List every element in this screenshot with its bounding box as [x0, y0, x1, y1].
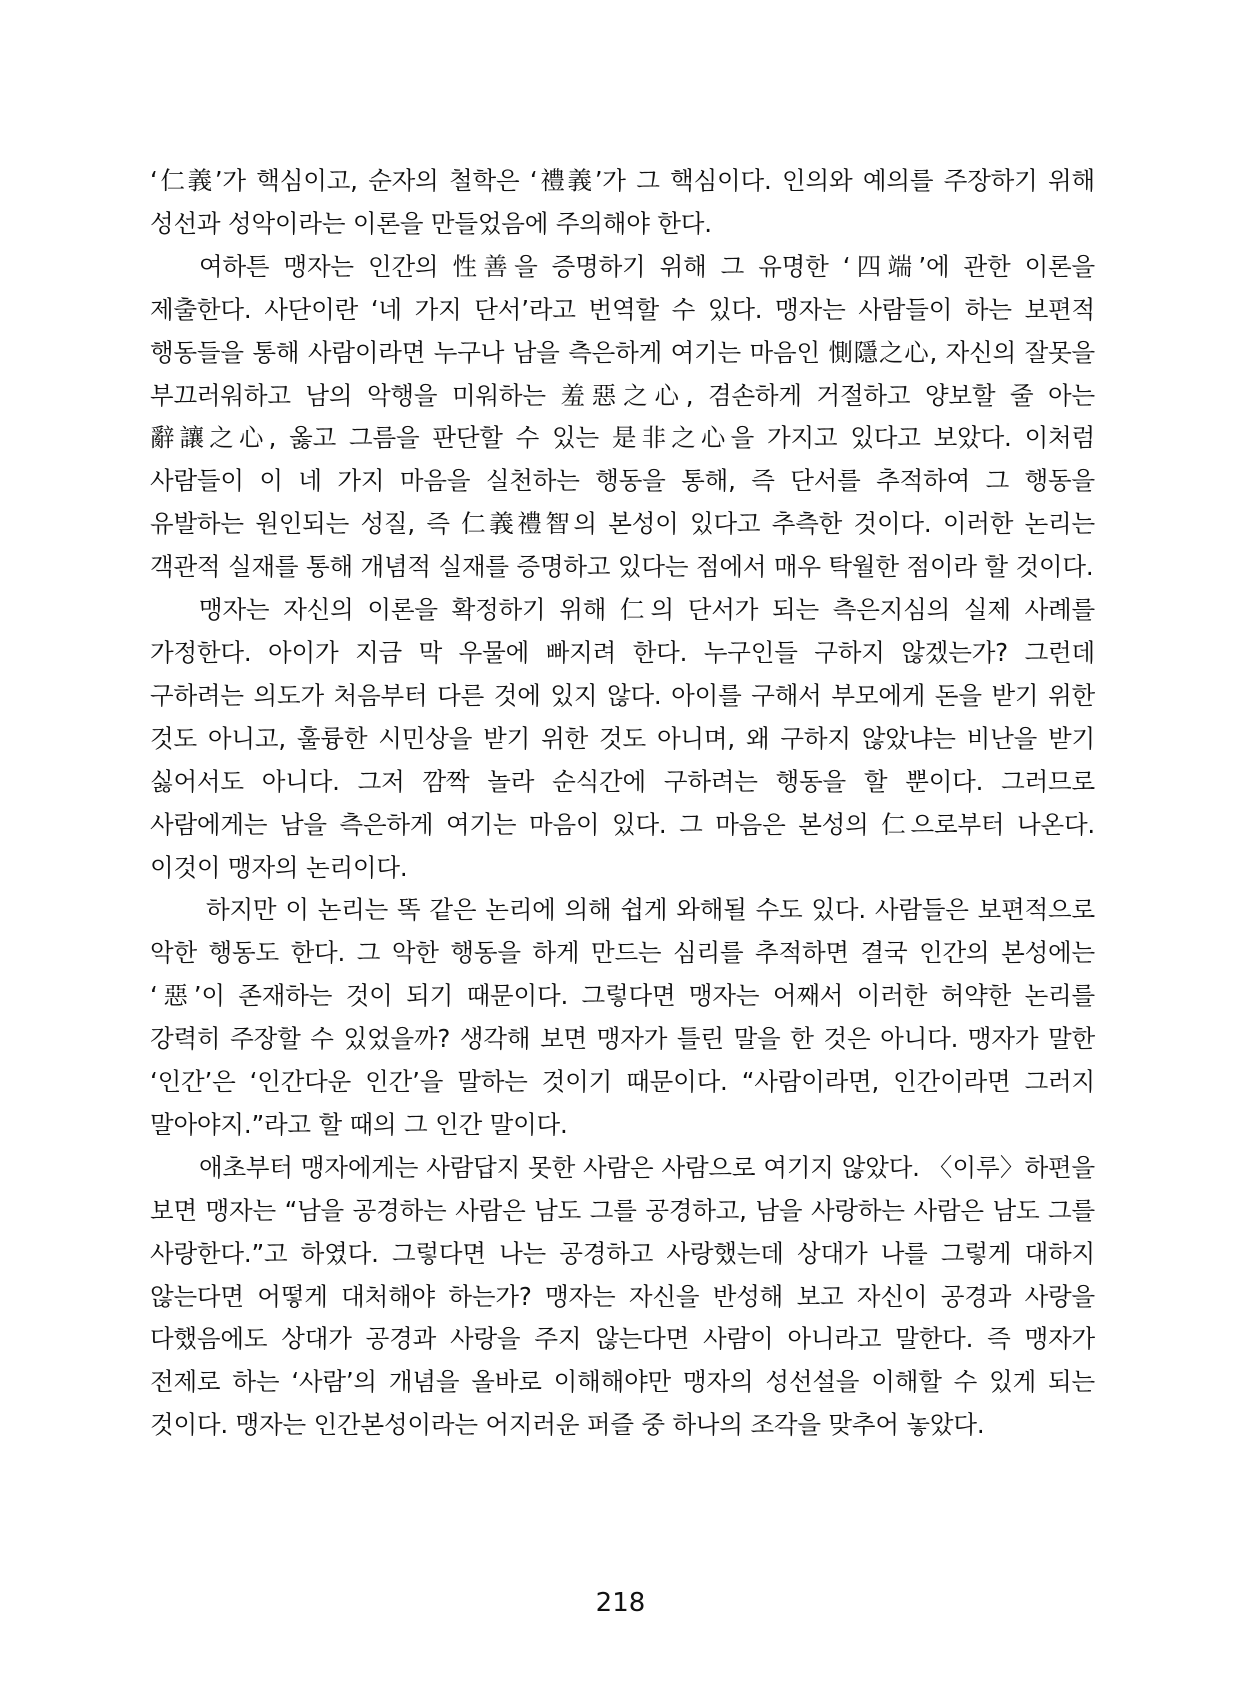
paragraph: ‘仁義’가 핵심이고, 순자의 철학은 ‘禮義’가 그 핵심이다. 인의와 예의를 주장하기 위해 성선과 성악이라는 이론을 만들었음에 주의해야 한다.: [150, 166, 1095, 238]
paragraph: 하지만 이 논리는 똑 같은 논리에 의해 쉽게 와해될 수도 있다. 사람들은 보편적으로 악한 행동도 한다. 그 악한 행동을 하게 만드는 심리를 추적하면 결국 인간의 본성에는 ‘惡’이 존재하는 것이 되기 때문이다. 그렇다면 맹자는 어째서 이러한 허약한 논리를 강력히 주장할 수 있었을까? 생각해 보면 맹자가 틀린 말을 한 것은 아니다. 맹자가 말한 ‘인간’은 ‘인간다운 인간’을 말하는 것이기 때문이다. “사람이라면, 인간이라면 그러지 말아야지.”라고 할 때의 그 인간 말이다.: [150, 895, 1095, 1139]
paragraph: 맹자는 자신의 이론을 확정하기 위해 仁의 단서가 되는 측은지심의 실제 사례를 가정한다. 아이가 지금 막 우물에 빠지려 한다. 누구인들 구하지 않겠는가? 그런데 구하려는 의도가 처음부터 다른 것에 있지 않다. 아이를 구해서 부모에게 돈을 받기 위한 것도 아니고, 훌륭한 시민상을 받기 위한 것도 아니며, 왜 구하지 않았냐는 비난을 받기 싫어서도 아니다. 그저 깜짝 놀라 순식간에 구하려는 행동을 할 뿐이다. 그러므로 사람에게는 남을 측은하게 여기는 마음이 있다. 그 마음은 본성의 仁으로부터 나온다. 이것이 맹자의 논리이다.: [150, 595, 1095, 882]
document-body: [150, 160, 1095, 1447]
paragraph: 애초부터 맹자에게는 사람답지 못한 사람은 사람으로 여기지 않았다. 〈이루〉하편을 보면 맹자는 “남을 공경하는 사람은 남도 그를 공경하고, 남을 사랑하는 사람은 남도 그를 사랑한다.”고 하였다. 그렇다면 나는 공경하고 사랑했는데 상대가 나를 그렇게 대하지 않는다면 어떻게 대처해야 하는가? 맹자는 자신을 반성해 보고 자신이 공경과 사랑을 다했음에도 상대가 공경과 사랑을 주지 않는다면 사람이 아니라고 말한다. 즉 맹자가 전제로 하는 ‘사람’의 개념을 올바로 이해해야만 맹자의 성선설을 이해할 수 있게 되는 것이다. 맹자는 인간본성이라는 어지러운 퍼즐 중 하나의 조각을 맞추어 놓았다.: [150, 1152, 1095, 1440]
page-number: 218: [595, 1588, 646, 1618]
paragraph: 여하튼 맹자는 인간의 性善을 증명하기 위해 그 유명한 ‘四端’에 관한 이론을 제출한다. 사단이란 ‘네 가지 단서’라고 번역할 수 있다. 맹자는 사람들이 하는 보편적 행동들을 통해 사람이라면 누구나 남을 측은하게 여기는 마음인 惻隱之心, 자신의 잘못을 부끄러워하고 남의 악행을 미워하는 羞惡之心, 겸손하게 거절하고 양보할 줄 아는 辭讓之心, 옳고 그름을 판단할 수 있는 是非之心을 가지고 있다고 보았다. 이처럼 사람들이 이 네 가지 마음을 실천하는 행동을 통해, 즉 단서를 추적하여 그 행동을 유발하는 원인되는 성질, 즉 仁義禮智의 본성이 있다고 추측한 것이다. 이러한 논리는 객관적 실재를 통해 개념적 실재를 증명하고 있다는 점에서 매우 탁월한 점이라 할 것이다.: [150, 251, 1095, 582]
